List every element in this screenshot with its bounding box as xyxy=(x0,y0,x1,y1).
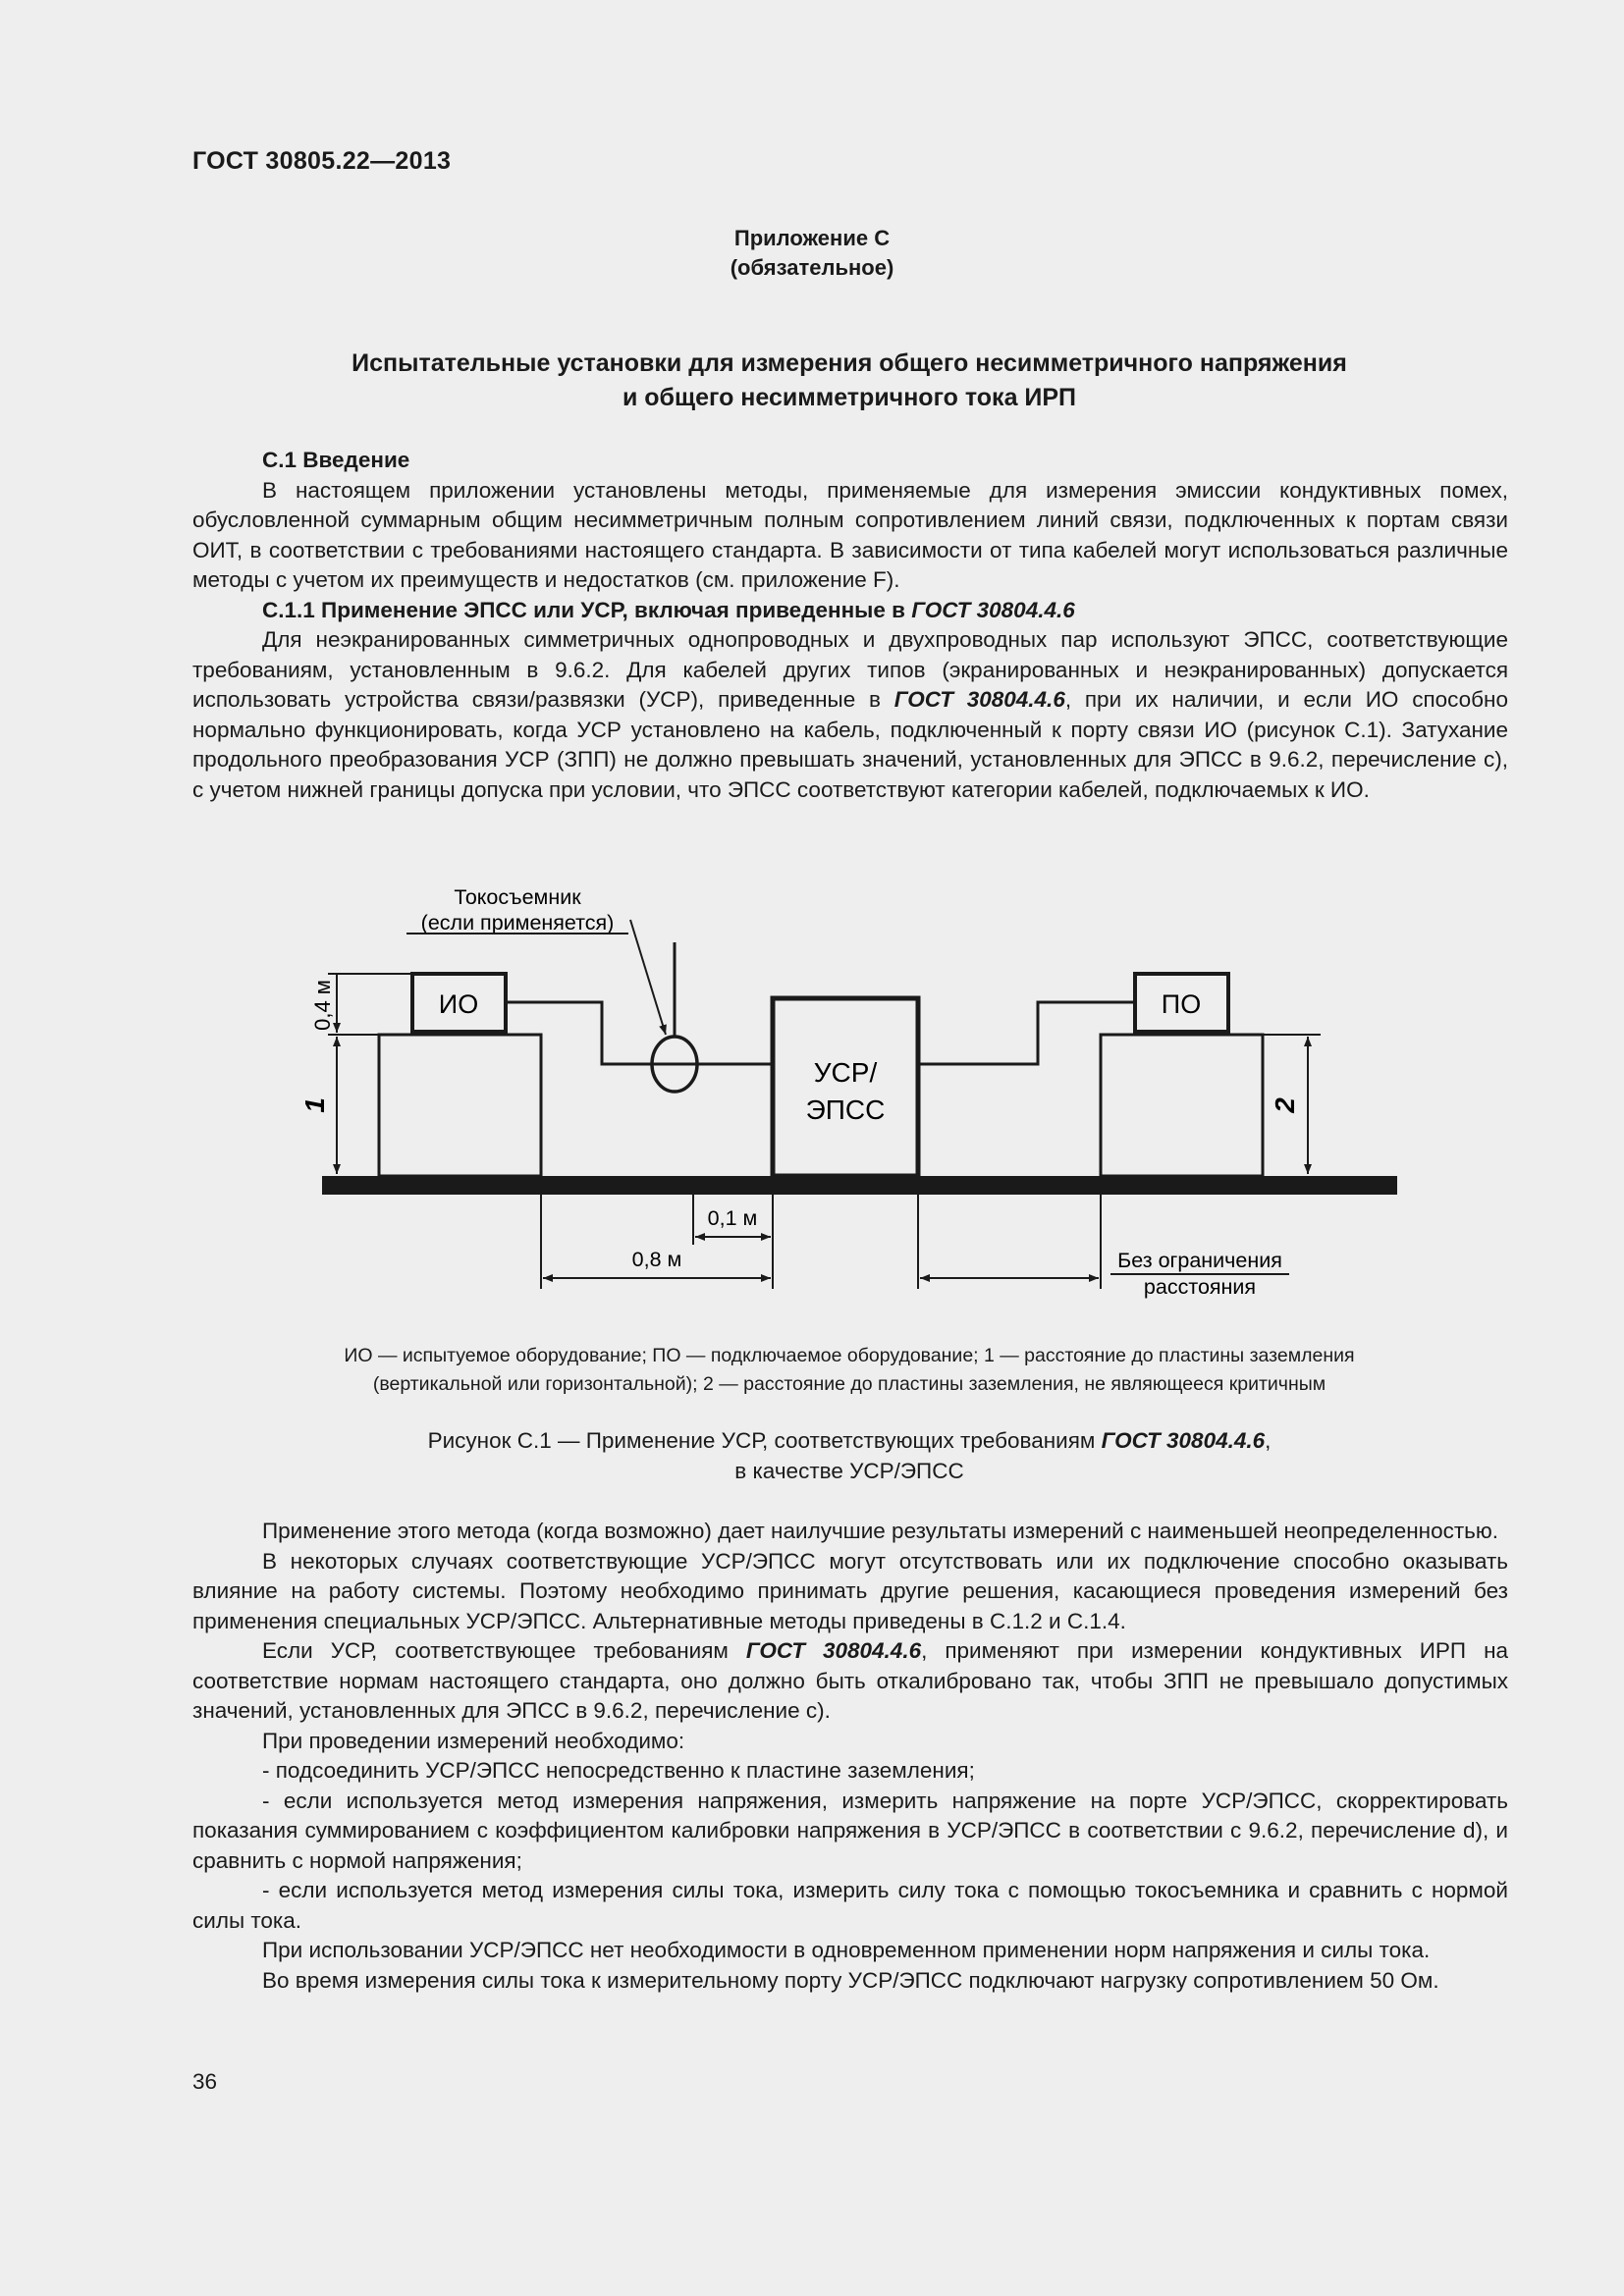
title-line-2: и общего несимметричного тока ИРП xyxy=(622,384,1077,411)
ground-plane xyxy=(322,1176,1397,1195)
ae-label: ПО xyxy=(1161,989,1202,1019)
cdn-label-line-2: ЭПСС xyxy=(805,1095,886,1125)
dim-01-label: 0,1 м xyxy=(707,1206,758,1230)
paragraph: Во время измерения силы тока к измерительному порту УСР/ЭПСС подключают нагрузку сопротивлением 50 Ом. xyxy=(262,1967,1439,1993)
paragraph: При проведении измерений необходимо: xyxy=(262,1728,685,1753)
probe-pointer-arrow xyxy=(630,920,666,1035)
standard-reference: ГОСТ 30804.4.6 xyxy=(1101,1428,1266,1453)
standard-reference: ГОСТ 30804.4.6 xyxy=(745,1638,922,1663)
dim-04-label: 0,4 м xyxy=(310,980,335,1031)
cdn-label-line-1: УСР/ xyxy=(813,1057,878,1088)
list-item: - если используется метод измерения напряжения, измерить напряжение на порте УСР/ЭПСС, скорректировать показания суммированием с коэффициентом калибровки напряжения в УСР/ЭПСС в соответствии с 9.6.2, перечисление d), и сравнить с нормой напряжения; xyxy=(192,1788,1508,1873)
paragraph: При использовании УСР/ЭПСС нет необходимости в одновременном применении норм напряжения и силы тока. xyxy=(262,1938,1431,1962)
section-heading: С.1 Введение xyxy=(262,448,410,472)
paragraph xyxy=(192,1636,1508,1727)
paragraph: В некоторых случаях соответствующие УСР/ЭПСС могут отсутствовать или их подключение способно оказывать влияние на работу системы. Поэтому необходимо принимать другие решения, касающиеся проведения измерений без применения специальных УСР/ЭПСС. Альтернативные методы приведены в С.1.2 и С.1.4. xyxy=(192,1548,1508,1633)
paragraph-text: , применяют при измерении кондуктивных ИРП на соответствие нормам настоящего стандарта, оно должно быть откалибровано так, чтобы ЗПП не превышало допустимых значений, установленных для ЭПСС в 9.6.2, перечисление с). xyxy=(192,1638,1509,1723)
caption-line-1 xyxy=(0,1425,1624,1456)
intro-paragraph: В настоящем приложении установлены методы, применяемые для измерения эмиссии кондуктивных помех, обусловленной суммарным общим несимметричным полным сопротивлением линий связи, подключенных к портам связи ОИТ, в соответствии с требованиями настоящего стандарта. В зависимости от типа кабелей могут использоваться различные методы с учетом их преимуществ и недостатков (см. приложение F). xyxy=(192,477,1508,592)
caption-line-2: в качестве УСР/ЭПСС xyxy=(734,1459,964,1483)
eut-label: ИО xyxy=(438,989,479,1019)
title-line-1: Испытательные установки для измерения общего несимметричного напряжения xyxy=(352,349,1347,377)
caption-text: Рисунок С.1 — Применение УСР, соответствующих требованиям xyxy=(427,1428,1102,1453)
no-limit-label-line-1: Без ограничения xyxy=(1117,1249,1282,1272)
document-code: ГОСТ 30805.22—2013 xyxy=(192,147,452,175)
dim-1-label: 1 xyxy=(299,1097,330,1113)
appendix-title: Приложение С xyxy=(733,226,891,250)
list-item: - если используется метод измерения силы тока, измерить силу тока с помощью токосъемника и сравнить с нормой силы тока. xyxy=(192,1878,1508,1933)
paragraph-text: Если УСР, соответствующее требованиям xyxy=(262,1638,746,1663)
standard-reference: ГОСТ 30804.4.6 xyxy=(893,687,1065,712)
ae-table xyxy=(1101,1035,1263,1176)
paragraph-text: Для неэкранированных симметричных однопроводных и двухпроводных пар используют ЭПСС, соответствующие требованиям, установленным в 9.6.2. Для кабелей других типов (экранированных и неэкранированных) допускается использовать устройства связи/развязки (УСР), приведенные в xyxy=(192,627,1508,712)
subsection-heading-text: С.1.1 Применение ЭПСС или УСР, включая приведенные в xyxy=(262,597,912,622)
no-limit-label-line-2: расстояния xyxy=(1143,1275,1257,1299)
paragraph-text: , при их наличии, и если ИО способно нормально функционировать, когда УСР установлено на кабель, подключенный к порту связи ИО (рисунок С.1). Затухание продольного преобразования УСР (ЗПП) не должно превышать значений, установленных для ЭПСС в 9.6.2, перечисление с), с учетом нижней границы допуска при условии, что ЭПСС соответствуют категории кабелей, подключаемых к ИО. xyxy=(192,687,1508,802)
legend-line-2: (вертикальной или горизонтальной); 2 — расстояние до пластины заземления, не являющееся критичным xyxy=(372,1373,1326,1395)
page-number: 36 xyxy=(192,2069,218,2094)
probe-label-line-1: Токосъемник xyxy=(454,885,581,909)
legend-line-1: ИО — испытуемое оборудование; ПО — подключаемое оборудование; 1 — расстояние до пластины заземления xyxy=(344,1345,1355,1366)
requirements-section xyxy=(192,1517,1508,1996)
figure-caption xyxy=(0,1425,1624,1486)
probe-label-line-2: (если применяется) xyxy=(420,911,615,934)
dim-08-label: 0,8 м xyxy=(631,1248,682,1271)
eut-table xyxy=(379,1035,541,1176)
standard-reference: ГОСТ 30804.4.6 xyxy=(911,597,1075,622)
appendix-status: (обязательное) xyxy=(730,255,894,280)
dim-2-label: 2 xyxy=(1270,1097,1300,1113)
paragraph: Применение этого метода (когда возможно) дает наилучшие результаты измерений с наименьшей неопределенностью. xyxy=(262,1519,1499,1543)
eut-cable xyxy=(506,1002,773,1064)
figure-legend xyxy=(0,1342,1624,1399)
caption-text: , xyxy=(1265,1428,1272,1453)
list-item: - подсоединить УСР/ЭПСС непосредственно к пластине заземления; xyxy=(262,1758,975,1783)
